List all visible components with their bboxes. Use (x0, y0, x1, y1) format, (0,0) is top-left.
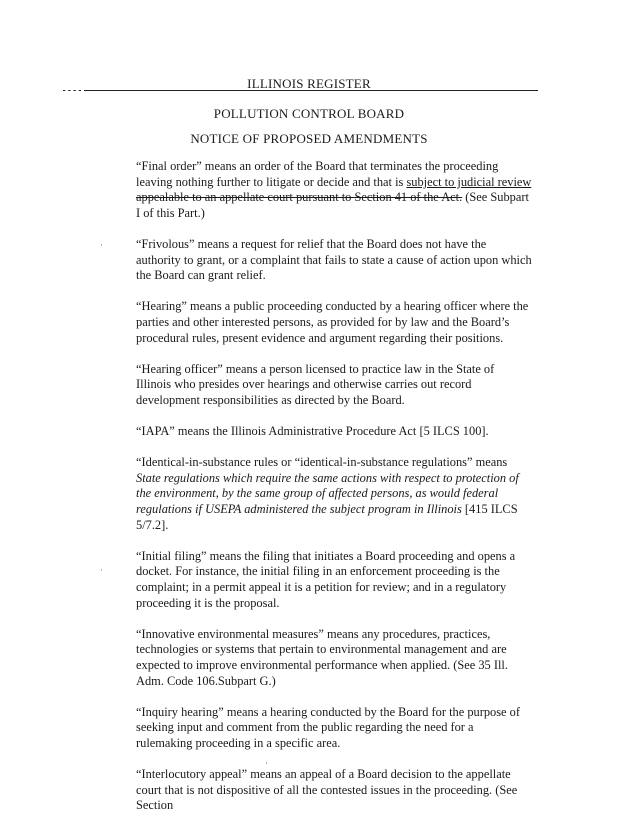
final-order-text: “Final order” means an order of the Board that terminates the proceeding leaving nothing further to litigate or decide and that is (136, 159, 499, 189)
register-title: ILLINOIS REGISTER (247, 76, 371, 91)
definitions-body (136, 159, 532, 830)
deleted-text: appealable to an appellate court pursuant to Section 41 of the Act. (136, 190, 463, 205)
scan-speck: · (265, 758, 268, 768)
definition-frivolous: “Frivolous” means a request for relief that the Board does not have the authority to grant, or a complaint that fails to state a cause of action upon which the Board can grant relief. (136, 236, 532, 283)
definition-iapa: “IAPA” means the Illinois Administrative Procedure Act [5 ILCS 100]. (136, 424, 489, 439)
scan-speck: · (100, 240, 103, 250)
identical-text: “Identical-in-substance rules or “identical-in-substance regulations” means (136, 455, 508, 470)
definition-initial-filing: “Initial filing” means the filing that initiates a Board proceeding and opens a docket. For instance, the initial filing in an enforcement proceeding is the complaint; in a permit appeal it is a petition for review; and in a regulatory proceeding it is the proposal. (136, 548, 516, 610)
definition-hearing-officer: “Hearing officer” means a person licensed to practice law in the State of Illinois who presides over hearings and otherwise carries out record development responsibilities as directed by the Board. (136, 361, 495, 407)
definition-interlocutory-appeal: “Interlocutory appeal” means an appeal of a Board decision to the appellate court that is not dispositive of all the contested issues in the proceeding. (See Section (136, 767, 518, 813)
agency-title: POLLUTION CONTROL BOARD (213, 106, 405, 121)
header-rule-gap (60, 90, 84, 91)
definition-identical-in-substance (136, 455, 532, 533)
definition-hearing: “Hearing” means a public proceeding conducted by a hearing officer where the parties and other interested persons, as provided for by law and the Board’s procedural rules, present evidence and argument regarding their positions. (136, 299, 529, 345)
identical-citation: [415 ILCS 5/7.2]. (136, 502, 518, 532)
header-rule (60, 90, 538, 91)
final-order-reference: (See Subpart I of this Part.) (136, 190, 529, 220)
statutory-italic-text: State regulations which require the same actions with respect to protection of the environment, by the same group of affected persons, as would federal regulations if USEPA administered the subject program in Illinois (136, 470, 519, 517)
definition-innovative-measures: “Innovative environmental measures” means any procedures, practices, technologies or systems that pertain to environmental management and are expected to improve environmental performance when applied. (See 35 Ill. Adm. Code 106.Subpart G.) (136, 626, 508, 688)
inserted-text: subject to judicial review (406, 174, 532, 189)
notice-title: NOTICE OF PROPOSED AMENDMENTS (190, 131, 428, 146)
scan-speck: · (100, 565, 103, 575)
definition-final-order (136, 159, 532, 221)
definition-inquiry-hearing: “Inquiry hearing” means a hearing conducted by the Board for the purpose of seeking input and comment from the public regarding the need for a rulemaking proceeding in a specific area. (136, 704, 520, 750)
